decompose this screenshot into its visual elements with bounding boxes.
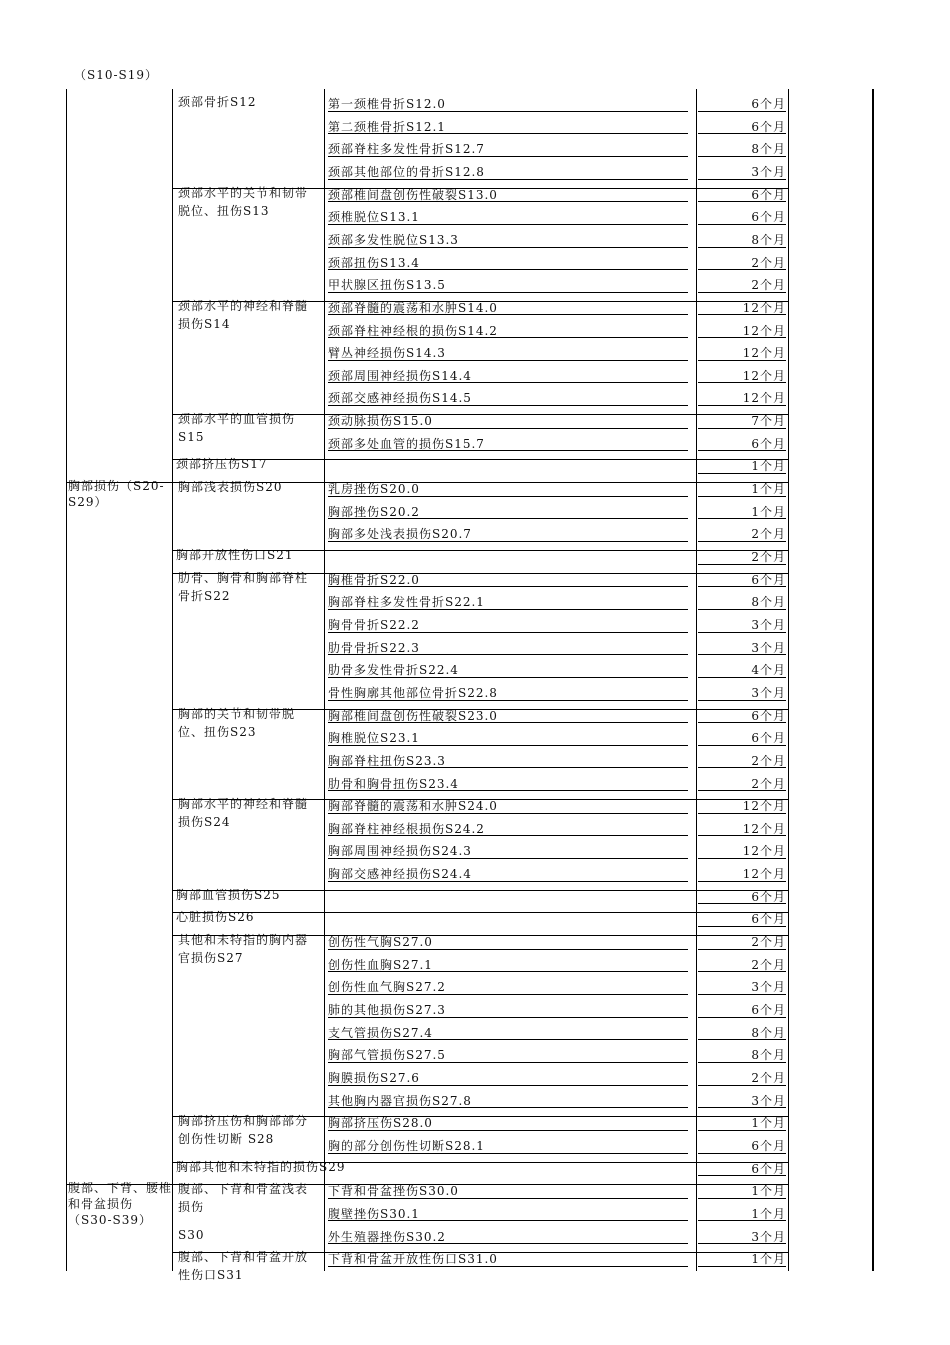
duration-cell: 7个月 (698, 406, 786, 429)
duration-cell: 12个月 (698, 316, 786, 339)
group-separator (172, 912, 788, 913)
subcategory-cell: 其他和未特指的胸内器官损伤S27 (178, 933, 309, 966)
subcategory-cell: 胸部血管损伤S25 (176, 887, 281, 902)
injury-item-cell: 颈椎脱位S13.1 (328, 202, 688, 225)
group-separator (172, 459, 788, 460)
injury-item-cell: 创伤性血胸S27.1 (328, 950, 688, 973)
duration-cell: 3个月 (698, 157, 786, 180)
table-row (66, 429, 874, 452)
injury-item-cell: 臂丛神经损伤S14.3 (328, 338, 688, 361)
injury-item-cell: 胸膜损伤S27.6 (328, 1063, 688, 1086)
table-row (66, 248, 874, 271)
duration-cell: 2个月 (698, 769, 786, 792)
duration-cell: 6个月 (698, 723, 786, 746)
duration-cell: 2个月 (698, 519, 786, 542)
injury-item-cell: 胸部脊柱扭伤S23.3 (328, 746, 688, 769)
duration-cell: 2个月 (698, 746, 786, 769)
group-separator (172, 1184, 788, 1185)
duration-cell: 6个月 (698, 565, 786, 588)
table-row (66, 678, 874, 701)
table-row (66, 1018, 874, 1041)
injury-item-cell: 创伤性气胸S27.0 (328, 927, 688, 950)
table-row (66, 497, 874, 520)
table-row (66, 1222, 874, 1245)
table-row (66, 270, 874, 293)
duration-cell: 12个月 (698, 859, 786, 882)
injury-item-cell: 支气管损伤S27.4 (328, 1018, 688, 1041)
injury-item-cell: 颈部周围神经损伤S14.4 (328, 361, 688, 384)
group-separator (172, 890, 788, 891)
table-row (66, 1040, 874, 1063)
injury-item-cell: 胸部挫伤S20.2 (328, 497, 688, 520)
table-row (66, 1154, 874, 1177)
duration-cell: 8个月 (698, 1018, 786, 1041)
injury-item-cell: 颈部脊髓的震荡和水肿S14.0 (328, 293, 688, 316)
injury-item-cell: 胸部多处浅表损伤S20.7 (328, 519, 688, 542)
duration-cell: 1个月 (698, 1244, 786, 1267)
injury-item-cell: 胸部挤压伤S28.0 (328, 1108, 688, 1131)
subcategory-cell: 胸部浅表损伤S20 (178, 480, 283, 495)
duration-cell: 6个月 (698, 89, 786, 112)
duration-cell: 6个月 (698, 995, 786, 1018)
group-separator (172, 709, 788, 710)
table-row (66, 1244, 874, 1283)
injury-item-cell: 胸部脊髓的震荡和水肿S24.0 (328, 791, 688, 814)
injury-item-cell: 外生殖器挫伤S30.2 (328, 1222, 688, 1245)
category-separator (66, 1184, 172, 1185)
injury-item-cell: 颈部脊柱多发性骨折S12.7 (328, 134, 688, 157)
group-separator (172, 1252, 788, 1253)
injury-item-cell: 胸部周围神经损伤S24.3 (328, 836, 688, 859)
duration-cell: 1个月 (698, 1199, 786, 1222)
injury-item-cell: 胸部交感神经损伤S24.4 (328, 859, 688, 882)
table-row (66, 338, 874, 361)
injury-duration-table (66, 89, 874, 1283)
injury-item-cell: 颈部扭伤S13.4 (328, 248, 688, 271)
table-row (66, 474, 874, 510)
table-row (66, 1086, 874, 1109)
duration-cell: 12个月 (698, 293, 786, 316)
group-separator (172, 1116, 788, 1117)
table-row (66, 316, 874, 339)
table-row (66, 836, 874, 859)
table-row (66, 157, 874, 180)
table-row (66, 383, 874, 406)
table-row (66, 587, 874, 610)
table-row (66, 89, 874, 112)
duration-cell: 1个月 (698, 474, 786, 497)
subcategory-cell: 颈部水平的血管损伤S15 (178, 412, 296, 445)
table-row (66, 451, 874, 474)
duration-cell: 1个月 (698, 497, 786, 520)
table-row (66, 655, 874, 678)
group-separator (172, 550, 788, 551)
duration-cell: 12个月 (698, 338, 786, 361)
subcategory-cell: S30 (178, 1227, 205, 1242)
category-separator (66, 482, 172, 483)
duration-cell: 3个月 (698, 678, 786, 701)
injury-item-cell: 颈部多发性脱位S13.3 (328, 225, 688, 248)
duration-cell: 6个月 (698, 429, 786, 452)
duration-cell: 12个月 (698, 383, 786, 406)
subcategory-cell: 心脏损伤S26 (176, 910, 255, 925)
injury-item-cell: 颈部椎间盘创伤性破裂S13.0 (328, 180, 688, 203)
injury-item-cell: 颈部交感神经损伤S14.5 (328, 383, 688, 406)
injury-item-cell: 颈部脊柱神经根的损伤S14.2 (328, 316, 688, 339)
injury-item-cell: 第一颈椎骨折S12.0 (328, 89, 688, 112)
injury-item-cell: 颈动脉损伤S15.0 (328, 406, 688, 429)
injury-item-cell: 肋骨和胸骨扭伤S23.4 (328, 769, 688, 792)
table-row (66, 610, 874, 633)
table-row (66, 995, 874, 1018)
group-separator (172, 799, 788, 800)
group-separator (172, 301, 788, 302)
duration-cell: 3个月 (698, 1086, 786, 1109)
subcategory-cell: 颈部骨折S12 (178, 95, 257, 109)
injury-item-cell: 胸部椎间盘创伤性破裂S23.0 (328, 701, 688, 724)
table-row (66, 519, 874, 542)
section-code-label: （S10-S19） (74, 68, 159, 82)
group-separator (172, 935, 788, 936)
duration-cell: 3个月 (698, 972, 786, 995)
duration-cell: 1个月 (698, 1176, 786, 1199)
subcategory-cell: 肋骨、胸骨和胸部脊柱骨折S22 (178, 570, 309, 603)
duration-cell: 8个月 (698, 587, 786, 610)
group-separator (172, 414, 788, 415)
table-row (66, 1199, 874, 1222)
duration-cell: 12个月 (698, 836, 786, 859)
duration-cell: 3个月 (698, 633, 786, 656)
duration-cell: 6个月 (698, 202, 786, 225)
duration-cell: 2个月 (698, 248, 786, 271)
injury-item-cell: 乳房挫伤S20.0 (328, 474, 688, 497)
duration-cell: 2个月 (698, 542, 786, 565)
table-row (66, 972, 874, 995)
table-row (66, 723, 874, 746)
table-row (66, 904, 874, 927)
duration-cell: 6个月 (698, 882, 786, 905)
injury-item-cell: 胸椎骨折S22.0 (328, 565, 688, 588)
duration-cell: 3个月 (698, 1222, 786, 1245)
injury-item-cell: 肺的其他损伤S27.3 (328, 995, 688, 1018)
group-separator (172, 188, 788, 189)
group-separator (172, 573, 788, 574)
subcategory-cell: 胸部水平的神经和脊髓损伤S24 (178, 797, 309, 830)
injury-item-cell: 胸部气管损伤S27.5 (328, 1040, 688, 1063)
subcategory-cell: 腹部、下背和骨盆浅表损伤 (178, 1182, 309, 1215)
injury-item-cell: 肋骨多发性骨折S22.4 (328, 655, 688, 678)
duration-cell: 6个月 (698, 112, 786, 135)
table-row (66, 542, 874, 565)
subcategory-cell: 胸部的关节和韧带脱位、扭伤S23 (178, 706, 296, 739)
injury-item-cell: 下背和骨盆挫伤S30.0 (328, 1176, 688, 1199)
duration-cell: 6个月 (698, 1154, 786, 1177)
duration-cell: 6个月 (698, 701, 786, 724)
duration-cell: 6个月 (698, 904, 786, 927)
injury-item-cell: 甲状腺区扭伤S13.5 (328, 270, 688, 293)
duration-cell: 12个月 (698, 361, 786, 384)
duration-cell: 2个月 (698, 927, 786, 950)
injury-item-cell: 腹壁挫伤S30.1 (328, 1199, 688, 1222)
duration-cell: 2个月 (698, 270, 786, 293)
injury-item-cell: 胸部脊柱神经根损伤S24.2 (328, 814, 688, 837)
table-row (66, 882, 874, 905)
duration-cell: 8个月 (698, 225, 786, 248)
subcategory-cell: 颈部挤压伤S17 (176, 457, 268, 472)
table-row (66, 361, 874, 384)
subcategory-cell: 腹部、下背和骨盆开放性伤口S31 (178, 1250, 309, 1283)
duration-cell: 3个月 (698, 610, 786, 633)
table-row (66, 950, 874, 973)
table-row (66, 1131, 874, 1154)
injury-item-cell: 下背和骨盆开放性伤口S31.0 (328, 1244, 688, 1267)
duration-cell: 6个月 (698, 1131, 786, 1154)
injury-item-cell: 骨性胸廓其他部位骨折S22.8 (328, 678, 688, 701)
duration-cell: 1个月 (698, 1108, 786, 1131)
table-row (66, 112, 874, 135)
injury-item-cell: 肋骨骨折S22.3 (328, 633, 688, 656)
table-row (66, 1063, 874, 1086)
table-row (66, 814, 874, 837)
duration-cell: 2个月 (698, 1063, 786, 1086)
injury-item-cell: 胸部脊柱多发性骨折S22.1 (328, 587, 688, 610)
injury-item-cell: 胸的部分创伤性切断S28.1 (328, 1131, 688, 1154)
table-row (66, 769, 874, 792)
duration-cell: 1个月 (698, 451, 786, 474)
table-row (66, 746, 874, 769)
injury-item-cell: 创伤性血气胸S27.2 (328, 972, 688, 995)
subcategory-cell: 胸部其他和未特指的损伤S29 (176, 1159, 346, 1174)
injury-item-cell: 颈部多处血管的损伤S15.7 (328, 429, 688, 452)
injury-item-cell: 胸骨骨折S22.2 (328, 610, 688, 633)
table-row (66, 859, 874, 882)
subcategory-cell: 颈部水平的神经和脊髓损伤S14 (178, 298, 309, 331)
duration-cell: 12个月 (698, 791, 786, 814)
duration-cell: 4个月 (698, 655, 786, 678)
duration-cell: 8个月 (698, 1040, 786, 1063)
table-row (66, 202, 874, 225)
table-row (66, 134, 874, 157)
duration-cell: 12个月 (698, 814, 786, 837)
duration-cell: 6个月 (698, 180, 786, 203)
category-cell: 胸部损伤（S20-S29） (68, 479, 165, 510)
group-separator (172, 1162, 788, 1163)
subcategory-cell: 胸部挤压伤和胸部部分创伤性切断 S28 (178, 1114, 309, 1147)
duration-cell: 8个月 (698, 134, 786, 157)
subcategory-cell: 胸部开放性伤口S21 (176, 548, 294, 562)
injury-item-cell: 第二颈椎骨折S12.1 (328, 112, 688, 135)
injury-item-cell: 颈部其他部位的骨折S12.8 (328, 157, 688, 180)
category-cell: 腹部、下背、腰椎和骨盆损伤（S30-S39） (68, 1181, 173, 1228)
duration-cell: 2个月 (698, 950, 786, 973)
table-row (66, 225, 874, 248)
subcategory-cell: 颈部水平的关节和韧带脱位、扭伤S13 (178, 185, 309, 218)
injury-item-cell: 胸椎脱位S23.1 (328, 723, 688, 746)
injury-item-cell: 其他胸内器官损伤S27.8 (328, 1086, 688, 1109)
group-separator (172, 482, 788, 483)
table-row (66, 633, 874, 656)
